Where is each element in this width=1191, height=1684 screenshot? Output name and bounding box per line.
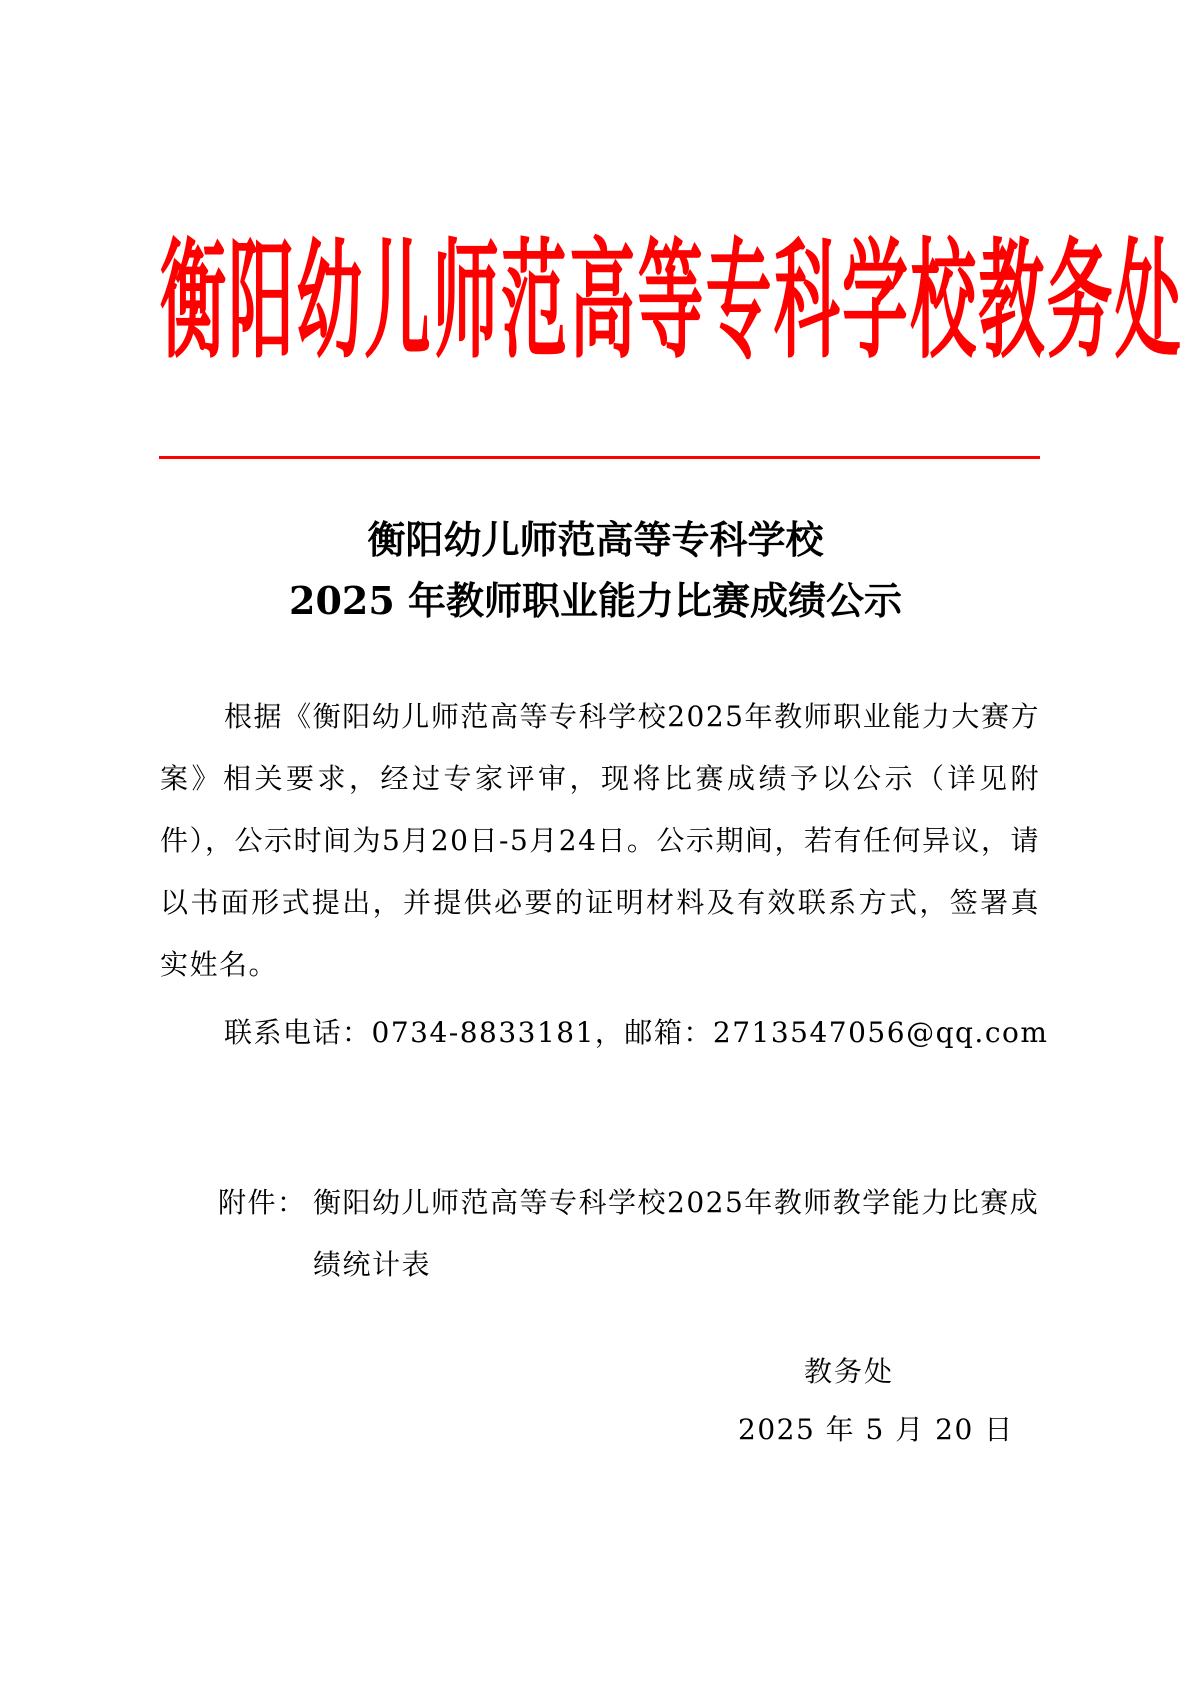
signature-date: 2025 年 5 月 20 日 <box>738 1413 1014 1446</box>
letterhead <box>160 227 1183 388</box>
contact-info: 联系电话：0734-8833181，邮箱：2713547056@qq.com <box>224 1016 1049 1049</box>
attachment-text: 衡阳幼儿师范高等专科学校2025年教师教学能力比赛成绩统计表 <box>313 1186 1040 1281</box>
signature-department: 教务处 <box>804 1355 895 1388</box>
body-paragraph: 根据《衡阳幼儿师范高等专科学校2025年教师职业能力大赛方案》相关要求，经过专家评审，现将比赛成绩予以公示（详见附件），公示时间为5月20日-5月24日。公示期间，若有任何异议，请以书面形式提出，并提供必要的证明材料及有效联系方式，签署真实姓名。 <box>160 700 1040 981</box>
letterhead-divider <box>159 456 1040 459</box>
document-title-line-2: 2025 年教师职业能力比赛成绩公示 <box>289 578 902 623</box>
letterhead-org-name: 衡阳幼儿师范高等专科学校教务处 <box>160 227 1183 378</box>
attachment-label: 附件： <box>218 1186 307 1219</box>
document-title-line-1: 衡阳幼儿师范高等专科学校 <box>367 517 824 562</box>
